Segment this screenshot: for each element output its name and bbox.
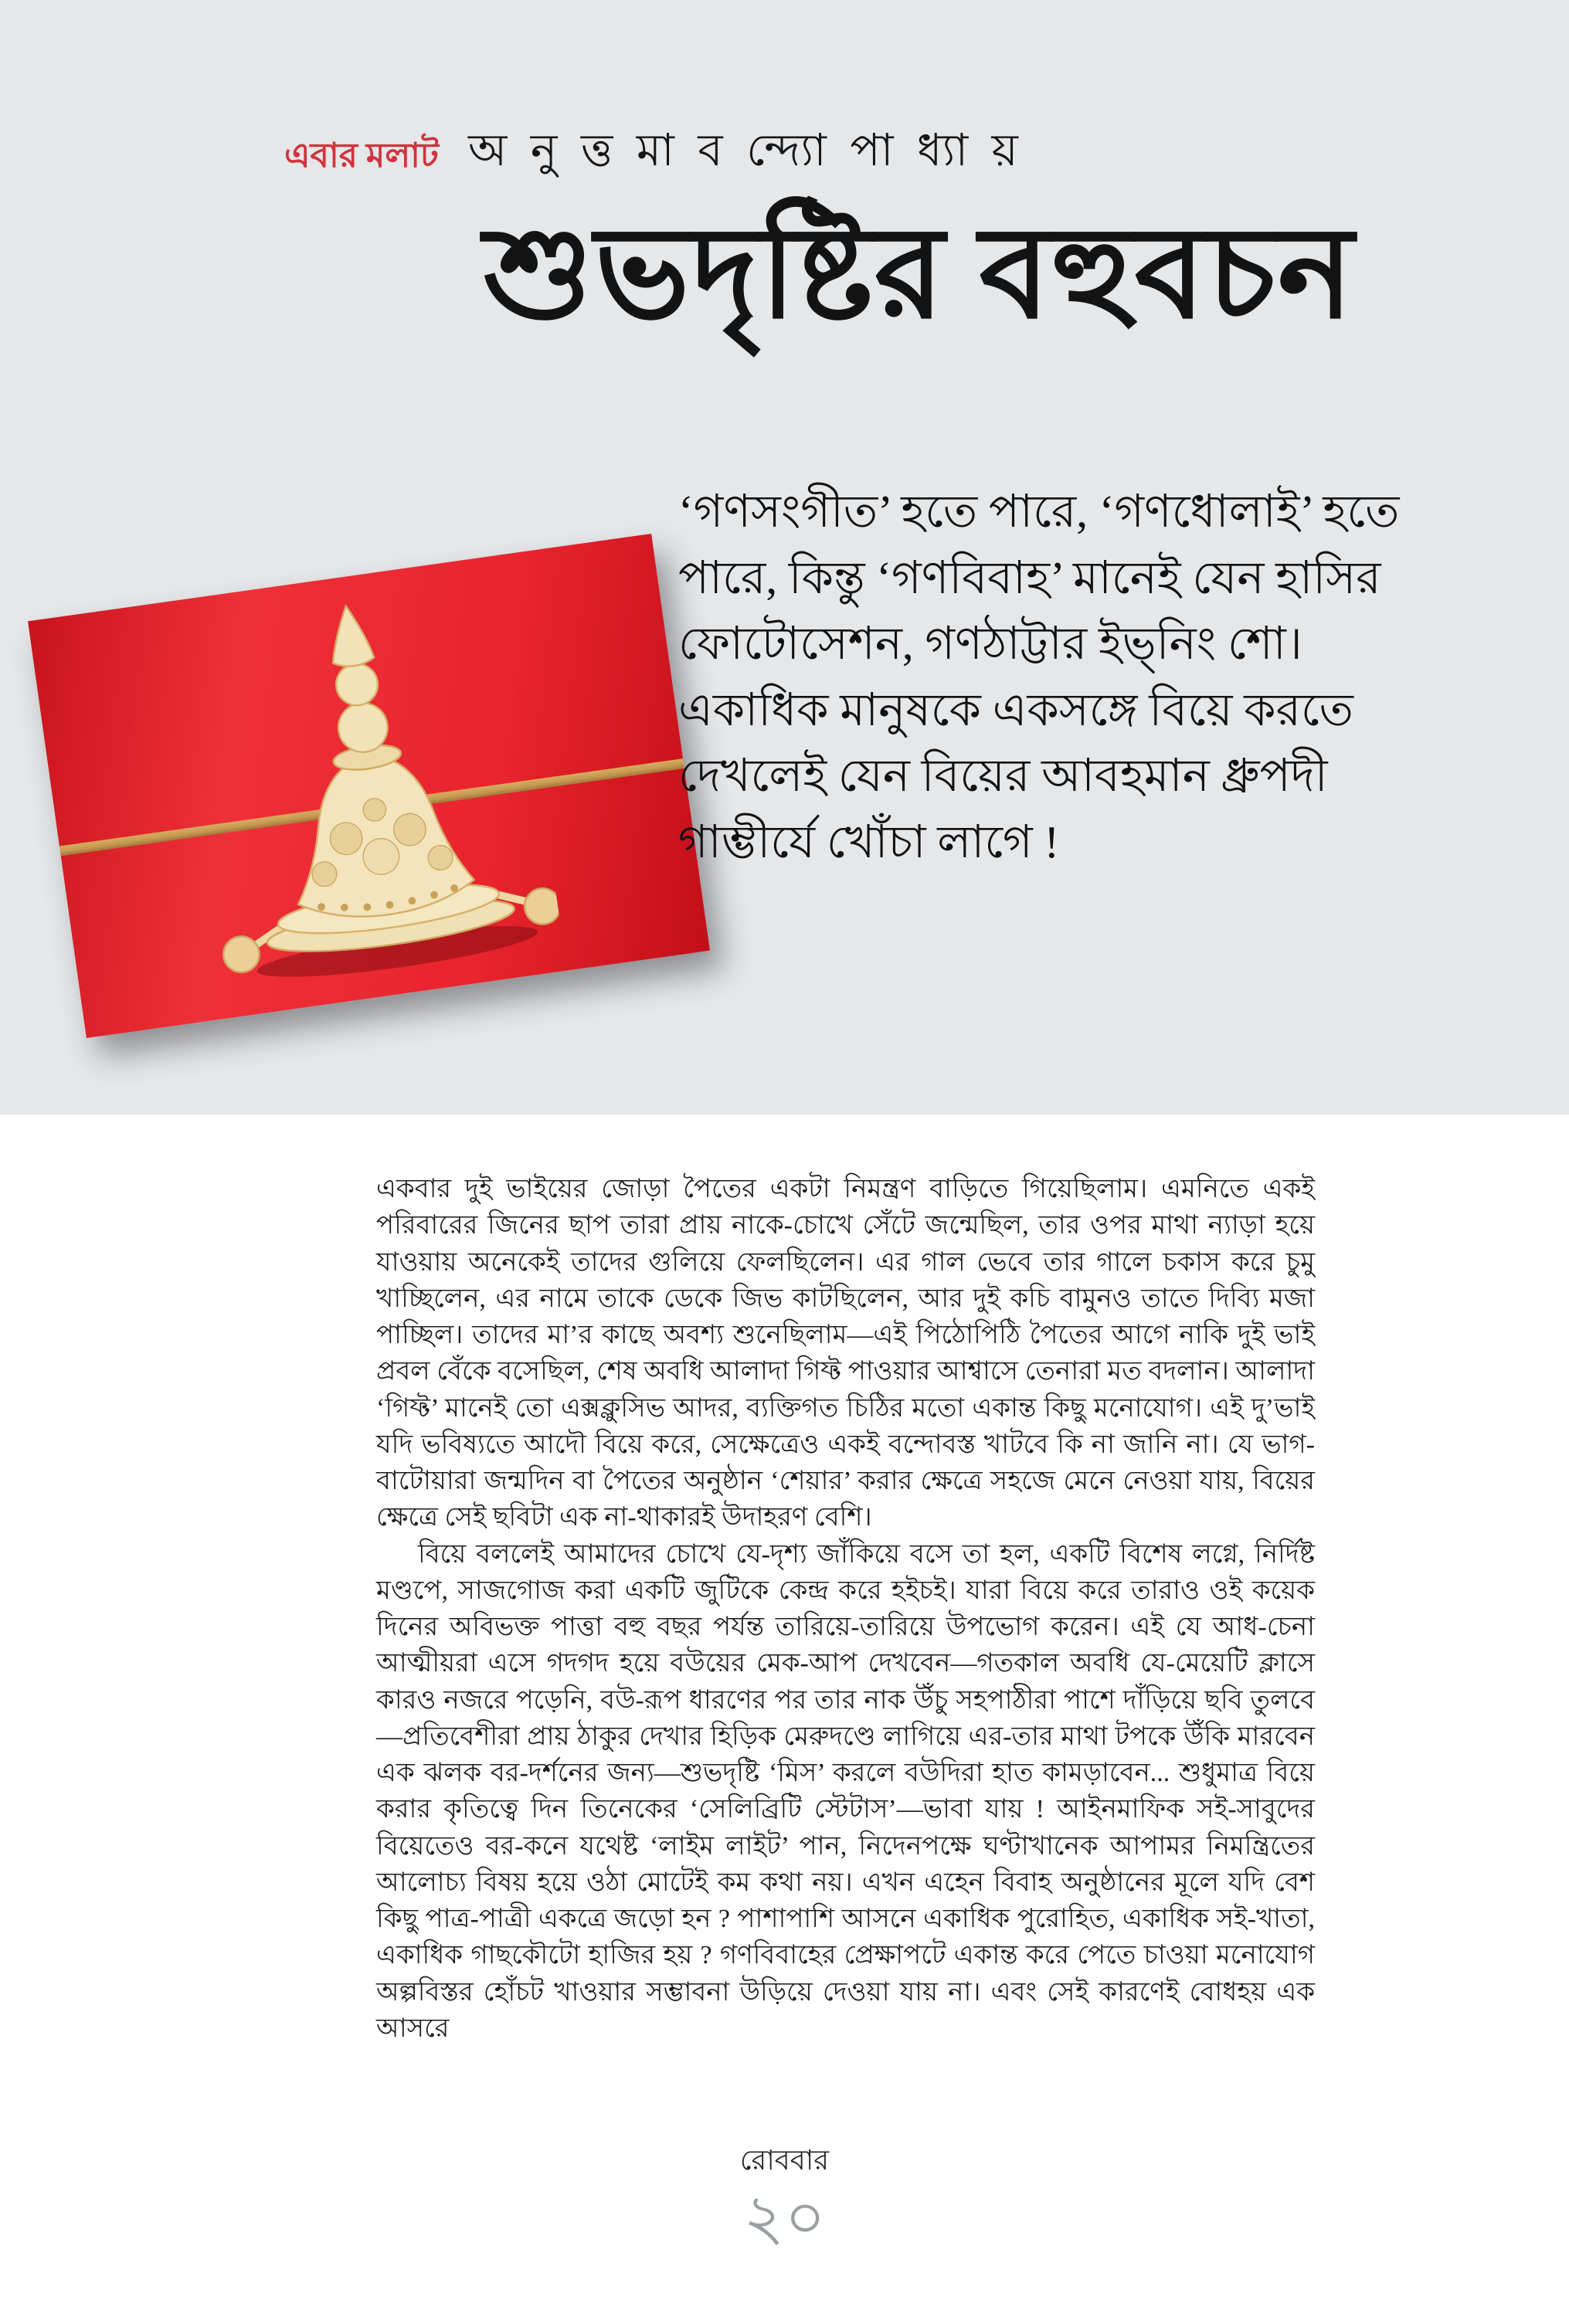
tassel-ball-left xyxy=(221,934,261,974)
body-paragraph: বিয়ে বললেই আমাদের চোখে যে-দৃশ্য জাঁকিয়ে বসে তা হল, একটি বিশেষ লগ্নে, নির্দিষ্ট মণ্ডপে, সাজগোজ করা একটি জুটিকে কেন্দ্র করে হইচই। যারা বিয়ে করে তারাও ওই কয়েক দিনের অবিভক্ত পাত্তা বহু বছর পর্যন্ত তারিয়ে-তারিয়ে উপভোগ করেন। এই যে আধ-চেনা আত্মীয়রা এসে গদগদ হয়ে বউয়ের মেক-আপ দেখবেন—গতকাল অবধি যে-মেয়েটি ক্লাসে কারও নজরে পড়েনি, বউ-রূপ ধারণের পর তার নাক উঁচু সহপাঠীরা পাশে দাঁড়িয়ে ছবি তুলবে—প্রতিবেশীরা প্রায় ঠাকুর দেখার হিড়িক মেরুদণ্ডে লাগিয়ে এর-তার মাথা টপকে উঁকি মারবেন এক ঝলক বর-দর্শনের জন্য—শুভদৃষ্টি ‘মিস’ করলে বউদিরা হাত কামড়াবেন... শুধুমাত্র বিয়ে করার কৃতিত্বে দিন তিনেকের ‘সেলিব্রিটি স্টেটাস’—ভাবা যায় ! আইনমাফিক সই-সাবুদের বিয়েতেও বর-কনে যথেষ্ট ‘লাইম লাইট’ পান, নিদেনপক্ষে ঘণ্টাখানেক আপামর নিমন্ত্রিতের আলোচ্য বিষয় হয়ে ওঠা মোটেই কম কথা নয়। এখন এহেন বিবাহ অনুষ্ঠানের মূলে যদি বেশ কিছু পাত্র-পাত্রী একত্রে জড়ো হন ? পাশাপাশি আসনে একাধিক পুরোহিত, একাধিক সই-খাতা, একাধিক গাছকৌটো হাজির হয় ? গণবিবাহের প্রেক্ষাপটে একান্ত করে পেতে চাওয়া মনোযোগ অল্পবিস্তর হোঁচট খাওয়ার সম্ভাবনা উড়িয়ে দেওয়া যায় না। এবং সেই কারণেই বোধহয় এক আসরে xyxy=(376,1539,1315,2043)
topor-crown-graphic xyxy=(175,575,564,996)
crown-bead-upper xyxy=(333,661,380,708)
body-paragraph: একবার দুই ভাইয়ের জোড়া পৈতের একটা নিমন্ত্রণ বাড়িতে গিয়েছিলাম। এমনিতে একই পরিবারের জিনের ছাপ তারা প্রায় নাকে-চোখে সেঁটে জন্মেছিল, তার ওপর মাথা ন্যাড়া হয়ে যাওয়ায় অনেকেই তাদের গুলিয়ে ফেলছিলেন। এর গাল ভেবে তার গালে চকাস করে চুমু খাচ্ছিলেন, এর নামে তাকে ডেকে জিভ কাটছিলেন, আর দুই কচি বামুনও তাতে দিব্যি মজা পাচ্ছিল। তাদের মা’র কাছে অবশ্য শুনেছিলাম—এই পিঠোপিঠি পৈতের আগে নাকি দুই ভাই প্রবল বেঁকে বসেছিল, শেষ অবধি আলাদা গিফ্ট পাওয়ার আশ্বাসে তেনারা মত বদলান। আলাদা ‘গিফ্ট’ মানেই তো এক্সক্লুসিভ আদর, ব্যক্তিগত চিঠির মতো একান্ত কিছু মনোযোগ। এই দু’ভাই যদি ভবিষ্যতে আদৌ বিয়ে করে, সেক্ষেত্রেও একই বন্দোবস্ত খাটবে কি না জানি না। যে ভাগ-বাটোয়ারা জন্মদিন বা পৈতের অনুষ্ঠান ‘শেয়ার’ করার ক্ষেত্রে সহজে মেনে নেওয়া যায়, বিয়ের ক্ষেত্রে সেই ছবিটা এক না-থাকারই উদাহরণ বেশি। xyxy=(376,1175,1315,1532)
feature-photo xyxy=(28,534,710,1038)
tassel-ball-right xyxy=(522,886,562,926)
standfirst-text: ‘গণসংগীত’ হতে পারে, ‘গণধোলাই’ হতে পারে, কিন্তু ‘গণবিবাহ’ মানেই যেন হাসির ফোটোসেশন, গণঠাট্টার ইভ্‌নিং শো। একাধিক মানুষকে একসঙ্গে বিয়ে করতে দেখলেই যেন বিয়ের আবহমান ধ্রুপদী গাম্ভীর্যে খোঁচা লাগে ! xyxy=(678,486,1400,867)
crown-finial xyxy=(325,603,375,669)
hero-section xyxy=(0,0,1569,1115)
section-kicker: এবার মলাট xyxy=(284,137,439,175)
article-body xyxy=(376,1171,1315,2047)
magazine-name: রোববার xyxy=(739,2145,830,2176)
author-name: অ নু ত্ত মা ব ন্দ্যো পা ধ্যা য় xyxy=(468,125,1024,175)
page-number: ২০ xyxy=(743,2183,826,2253)
article-title: শুভদৃষ্টির বহুবচন xyxy=(483,203,1356,344)
